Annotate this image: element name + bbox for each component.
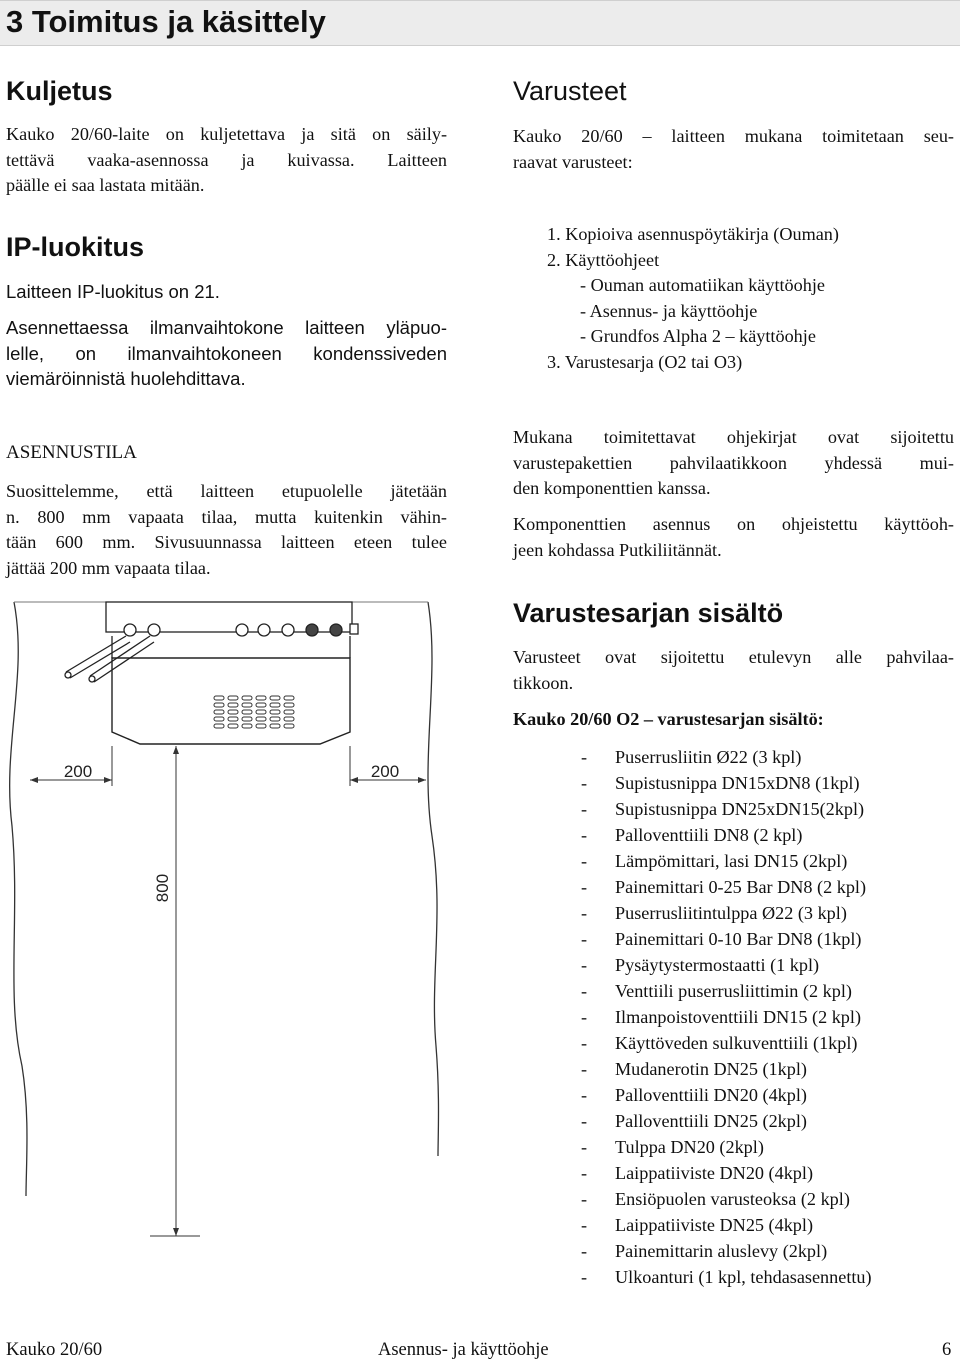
vent-slot (284, 717, 294, 721)
varusteet-list-subitem: - Grundfos Alpha 2 – käyttöohje (580, 326, 816, 347)
varusteet-para2-line: Komponenttien asennus on ohjeistettu käyttöoh- (513, 514, 954, 534)
varusteet-line: Kauko 20/60 – laitteen mukana toimitetaan seu- (513, 126, 954, 146)
footer-doc-name: Kauko 20/60 (6, 1340, 103, 1360)
varusteet-list-subitem: - Ouman automatiikan käyttöohje (580, 275, 825, 296)
component-name: Venttiili puserrusliittimin (2 kpl) (615, 981, 852, 1001)
varusteet-para2-line: jeen kohdassa Putkiliitännät. (513, 539, 722, 560)
varusteet-para1-line: Mukana toimitettavat ohjekirjat ovat sijoitettu (513, 427, 954, 447)
vent-slot (242, 710, 252, 714)
vent-slot (270, 710, 280, 714)
vent-slot (214, 724, 224, 728)
component-name: Supistusnippa DN25xDN15(2kpl) (615, 799, 865, 819)
varusteet-heading: Varusteet (513, 76, 627, 106)
kuljetus-line: tettävä vaaka-asennossa ja kuivassa. Laitteen (6, 149, 447, 170)
chapter-title: 3 Toimitus ja käsittely (6, 4, 326, 39)
vent-slot (256, 710, 266, 714)
kuljetus-text (6, 122, 447, 199)
kuljetus-line: Kauko 20/60-laite on kuljetettava ja sitä on säily- (6, 124, 447, 144)
sisalto-heading: Varustesarjan sisältö (513, 598, 784, 628)
varusteet-list-item: 2. Käyttöohjeet (547, 249, 660, 270)
list-dash: - (581, 799, 588, 819)
kuljetus-heading: Kuljetus (6, 76, 113, 106)
component-name: Käyttöveden sulkuventtiili (1kpl) (615, 1033, 858, 1053)
asennustila-line: tään 600 mm. Sivusuunnassa laitteen eteen tulee (6, 532, 447, 553)
vent-slot (256, 703, 266, 707)
varusteet-list-subitem: - Asennus- ja käyttöohje (580, 300, 758, 321)
component-name: Pysäytystermostaatti (1 kpl) (615, 955, 820, 975)
list-dash: - (581, 1059, 588, 1079)
list-dash: - (581, 1215, 588, 1235)
asennustila-text (6, 479, 447, 581)
vent-slot (242, 717, 252, 721)
component-name: Painemittari 0-25 Bar DN8 (2 kpl) (615, 877, 867, 897)
ip-line: Laitteen IP-luokitus on 21. (6, 281, 220, 302)
list-dash: - (581, 1085, 588, 1105)
varusteet-list-item: 1. Kopioiva asennuspöytäkirja (Ouman) (547, 224, 839, 244)
list-dash: - (581, 773, 588, 793)
vent-slot (284, 696, 294, 700)
varusteet-para1-line: varustepakettien pahvilaatikkoon yhdessä mui- (513, 452, 954, 473)
vent-slot (284, 724, 294, 728)
vent-slot (242, 724, 252, 728)
component-name: Tulppa DN20 (2kpl) (615, 1137, 764, 1157)
sisalto-subheading: Kauko 20/60 O2 – varustesarjan sisältö: (513, 709, 824, 729)
vent-slot (256, 724, 266, 728)
varusteet-list-item: 3. Varustesarja (O2 tai O3) (547, 351, 743, 372)
vent-slot (228, 724, 238, 728)
varusteet-text (513, 124, 954, 175)
vent-slot (256, 696, 266, 700)
asennustila-line: jättää 200 mm vapaata tilaa. (6, 557, 211, 578)
vent-slot (214, 710, 224, 714)
component-name: Laippatiiviste DN25 (4kpl) (615, 1215, 814, 1235)
varusteet-list (547, 222, 839, 376)
vent-slot (228, 717, 238, 721)
vent-slot (214, 717, 224, 721)
list-dash: - (581, 955, 588, 975)
component-name: Ensiöpuolen varusteoksa (2 kpl) (615, 1189, 850, 1209)
list-dash: - (581, 1163, 588, 1183)
component-name: Ulkoanturi (1 kpl, tehdasasennettu) (615, 1267, 872, 1287)
varusteet-para1 (513, 425, 954, 502)
list-dash: - (581, 851, 588, 871)
list-dash: - (581, 825, 588, 845)
list-dash: - (581, 877, 588, 897)
list-dash: - (581, 1033, 588, 1053)
component-name: Puserrusliitin Ø22 (3 kpl) (615, 747, 802, 767)
list-dash: - (581, 929, 588, 949)
list-dash: - (581, 747, 588, 767)
footer-manual-title: Asennus- ja käyttöohje (378, 1340, 549, 1360)
varusteet-line: raavat varusteet: (513, 151, 633, 172)
vent-slot (242, 696, 252, 700)
list-dash: - (581, 1267, 588, 1287)
list-dash: - (581, 1007, 588, 1027)
sisalto-list (581, 744, 951, 1290)
dimension-left-label: 200 (63, 762, 93, 781)
sisalto-intro-line: tikkoon. (513, 672, 574, 693)
component-name: Puserrusliitintulppa Ø22 (3 kpl) (615, 903, 847, 923)
list-dash: - (581, 903, 588, 923)
installation-space-drawing (0, 596, 460, 1286)
vent-slot (214, 703, 224, 707)
sisalto-intro (513, 645, 954, 696)
vent-slot (270, 696, 280, 700)
vent-slot (284, 703, 294, 707)
vent-slot (242, 703, 252, 707)
asennustila-line: n. 800 mm vapaata tilaa, mutta kuitenkin vähin- (6, 506, 447, 527)
component-name: Palloventtiili DN20 (4kpl) (615, 1085, 807, 1105)
vent-slot (228, 696, 238, 700)
component-name: Supistusnippa DN15xDN8 (1kpl) (615, 773, 860, 793)
component-name: Painemittari 0-10 Bar DN8 (1kpl) (615, 929, 862, 949)
ip-heading: IP-luokitus (6, 232, 145, 262)
ip-text-line: Asennettaessa ilmanvaihtokone laitteen yläpuo- (6, 317, 447, 338)
footer-page-number: 6 (942, 1340, 952, 1360)
ip-text-line: lelle, on ilmanvaihtokoneen kondenssiveden (6, 342, 447, 364)
list-dash: - (581, 981, 588, 1001)
vent-slot (270, 717, 280, 721)
component-name: Palloventtiili DN25 (2kpl) (615, 1111, 807, 1131)
ip-text (6, 315, 447, 392)
list-dash: - (581, 1241, 588, 1261)
component-name: Laippatiiviste DN20 (4kpl) (615, 1163, 814, 1183)
vent-slot (228, 710, 238, 714)
asennustila-line: Suosittelemme, että laitteen etupuolelle jätetään (6, 481, 447, 501)
dimension-right-label: 200 (370, 762, 400, 781)
dimension-front-label: 800 (153, 873, 172, 903)
vent-slot (270, 703, 280, 707)
ip-text-line: viemäröinnistä huolehdittava. (6, 368, 246, 390)
vent-slot (270, 724, 280, 728)
component-name: Palloventtiili DN8 (2 kpl) (615, 825, 803, 845)
component-name: Painemittarin aluslevy (2kpl) (615, 1241, 828, 1261)
vent-slot (228, 703, 238, 707)
sisalto-intro-line: Varusteet ovat sijoitettu etulevyn alle pahvilaa- (513, 647, 954, 667)
list-dash: - (581, 1137, 588, 1157)
component-name: Lämpömittari, lasi DN15 (2kpl) (615, 851, 848, 871)
vent-slot (256, 717, 266, 721)
list-dash: - (581, 1189, 588, 1209)
component-name: Mudanerotin DN25 (1kpl) (615, 1059, 807, 1079)
varusteet-para2 (513, 512, 954, 563)
varusteet-para1-line: den komponenttien kanssa. (513, 478, 711, 499)
component-name: Ilmanpoistoventtiili DN15 (2 kpl) (615, 1007, 862, 1027)
vent-slot (284, 710, 294, 714)
asennustila-heading: ASENNUSTILA (6, 442, 137, 463)
list-dash: - (581, 1111, 588, 1131)
vent-slot (214, 696, 224, 700)
kuljetus-line: päälle ei saa lastata mitään. (6, 175, 205, 196)
